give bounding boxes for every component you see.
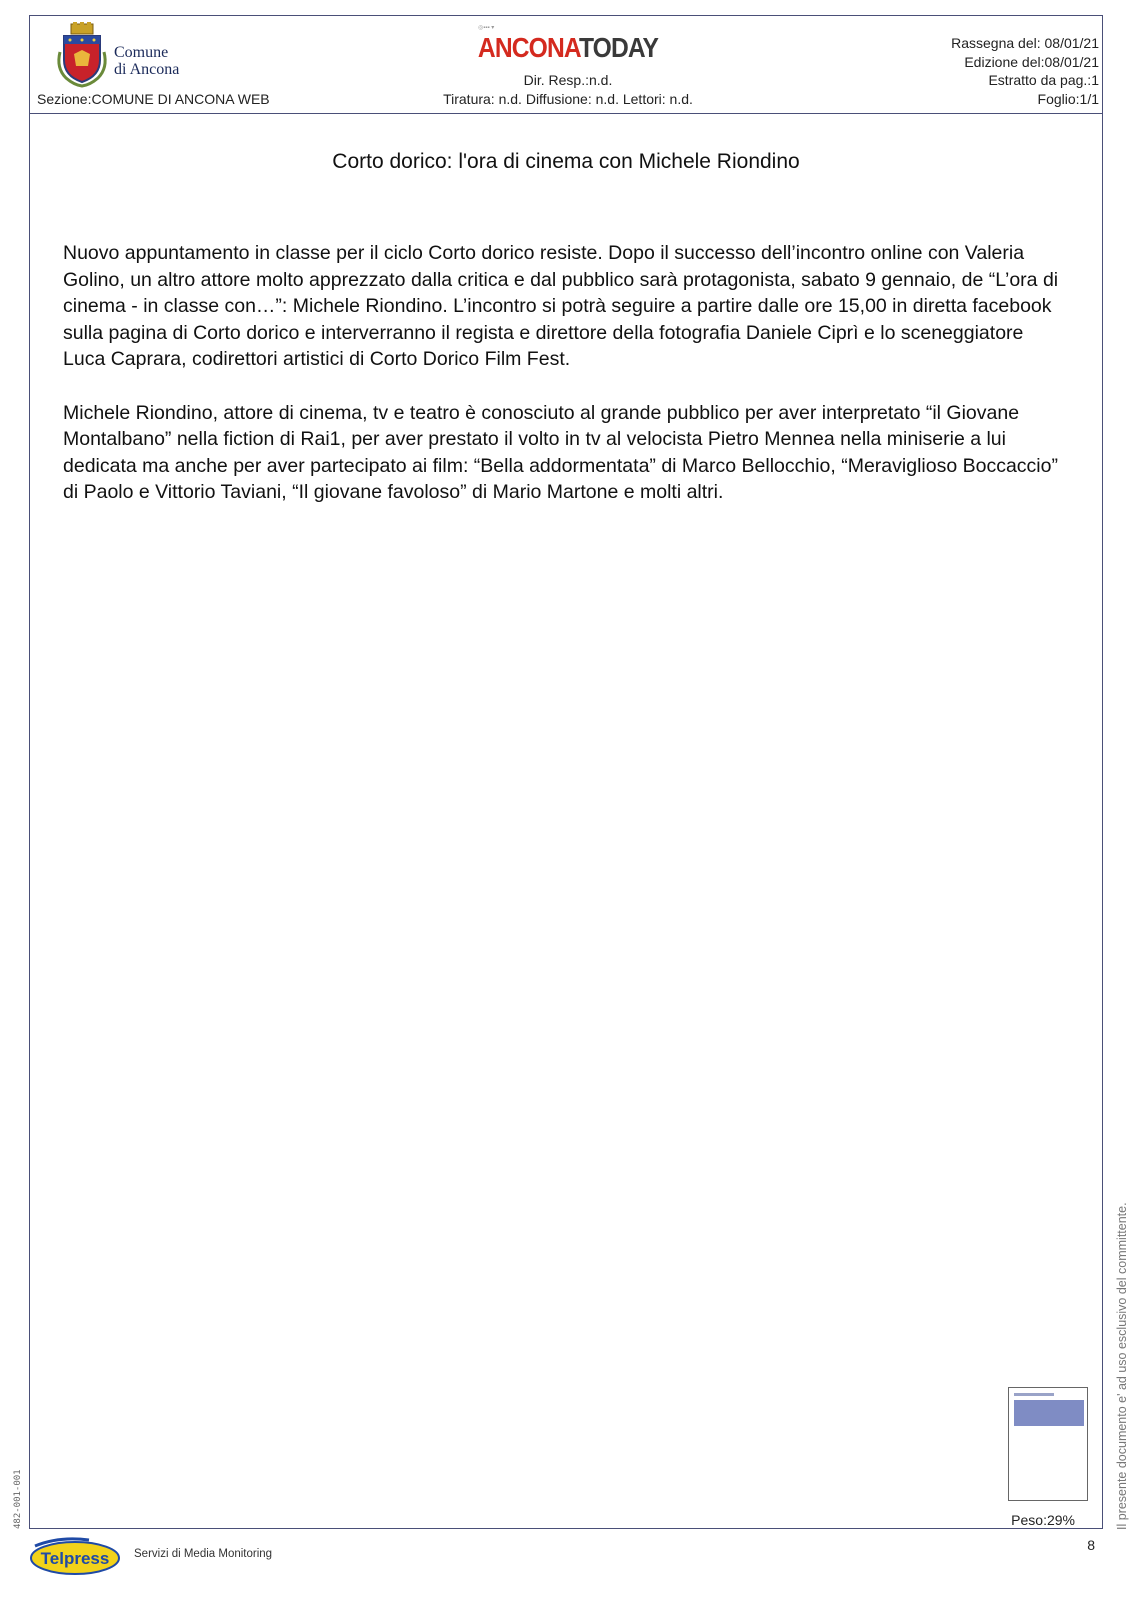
document-code: 482-001-001: [13, 1469, 23, 1529]
usage-disclaimer: Il presente documento e' ad uso esclusivo del committente.: [1115, 1202, 1129, 1530]
estratto-page: Estratto da pag.:1: [988, 72, 1099, 88]
publication-logo-part2: TODAY: [578, 32, 659, 63]
weight-label: Peso:29%: [1011, 1512, 1075, 1528]
page-thumbnail: [1008, 1387, 1088, 1501]
publication-logo-part1: ANCONA: [477, 32, 579, 63]
page-number: 8: [1087, 1537, 1095, 1553]
article-title: Corto dorico: l'ora di cinema con Michele Riondino: [332, 150, 800, 173]
section-label: Sezione:COMUNE DI ANCONA WEB: [37, 91, 270, 107]
comune-crest-logo: [54, 22, 110, 88]
footer-service-label: Servizi di Media Monitoring: [134, 1548, 273, 1560]
article-body: [63, 240, 1063, 533]
comune-name: [114, 44, 179, 78]
article-paragraph-1: Nuovo appuntamento in classe per il ciclo Corto dorico resiste. Dopo il successo dell’incontro online con Valeria Golino, un altro attore molto apprezzato dalla critica e dal pubblico sarà protagonista, sabato 9 gennaio, de “L’ora di cinema - in classe con…”: Michele Riondino. L’incontro si potrà seguire a partire dalle ore 15,00 in diretta facebook sulla pagina di Corto dorico e interverranno il regista e direttore della fotografia Daniele Ciprì e lo sceneggiatore Luca Caprara, codirettori artistici di Corto Dorico Film Fest.: [63, 242, 1059, 370]
comune-name-line2: di Ancona: [114, 61, 180, 78]
foglio-count: Foglio:1/1: [1037, 90, 1099, 107]
thumbnail-text-block: [1014, 1400, 1084, 1426]
clipping-metadata: [951, 34, 1099, 108]
circulation-label: Tiratura: n.d. Diffusione: n.d. Lettori: n.d.: [443, 91, 693, 107]
article-paragraph-2: Michele Riondino, attore di cinema, tv e teatro è conosciuto al grande pubblico per aver interpretato “il Giovane Montalbano” nella fiction di Rai1, per aver prestato il volto in tv al velocista Pietro Mennea nella miniserie a lui dedicata ma anche per aver partecipato ai film: “Bella addormentata” di Marco Bellocchio, “Meraviglioso Boccaccio” di Paolo e Vittorio Taviani, “Il giovane favoloso” di Mario Martone e molti altri.: [63, 401, 1058, 503]
director-label: Dir. Resp.:n.d.: [523, 72, 613, 88]
publication-tag-mark: ◎▪▪▪ ▾: [478, 25, 495, 31]
publication-logo: [466, 32, 670, 64]
telpress-logo-text: Telpress: [40, 1549, 110, 1568]
telpress-logo: [29, 1536, 121, 1576]
rassegna-date: Rassegna del: 08/01/21: [951, 35, 1099, 51]
thumbnail-title-bar: [1014, 1393, 1054, 1396]
edizione-date: Edizione del:08/01/21: [964, 53, 1099, 70]
comune-name-line1: Comune: [114, 44, 169, 61]
